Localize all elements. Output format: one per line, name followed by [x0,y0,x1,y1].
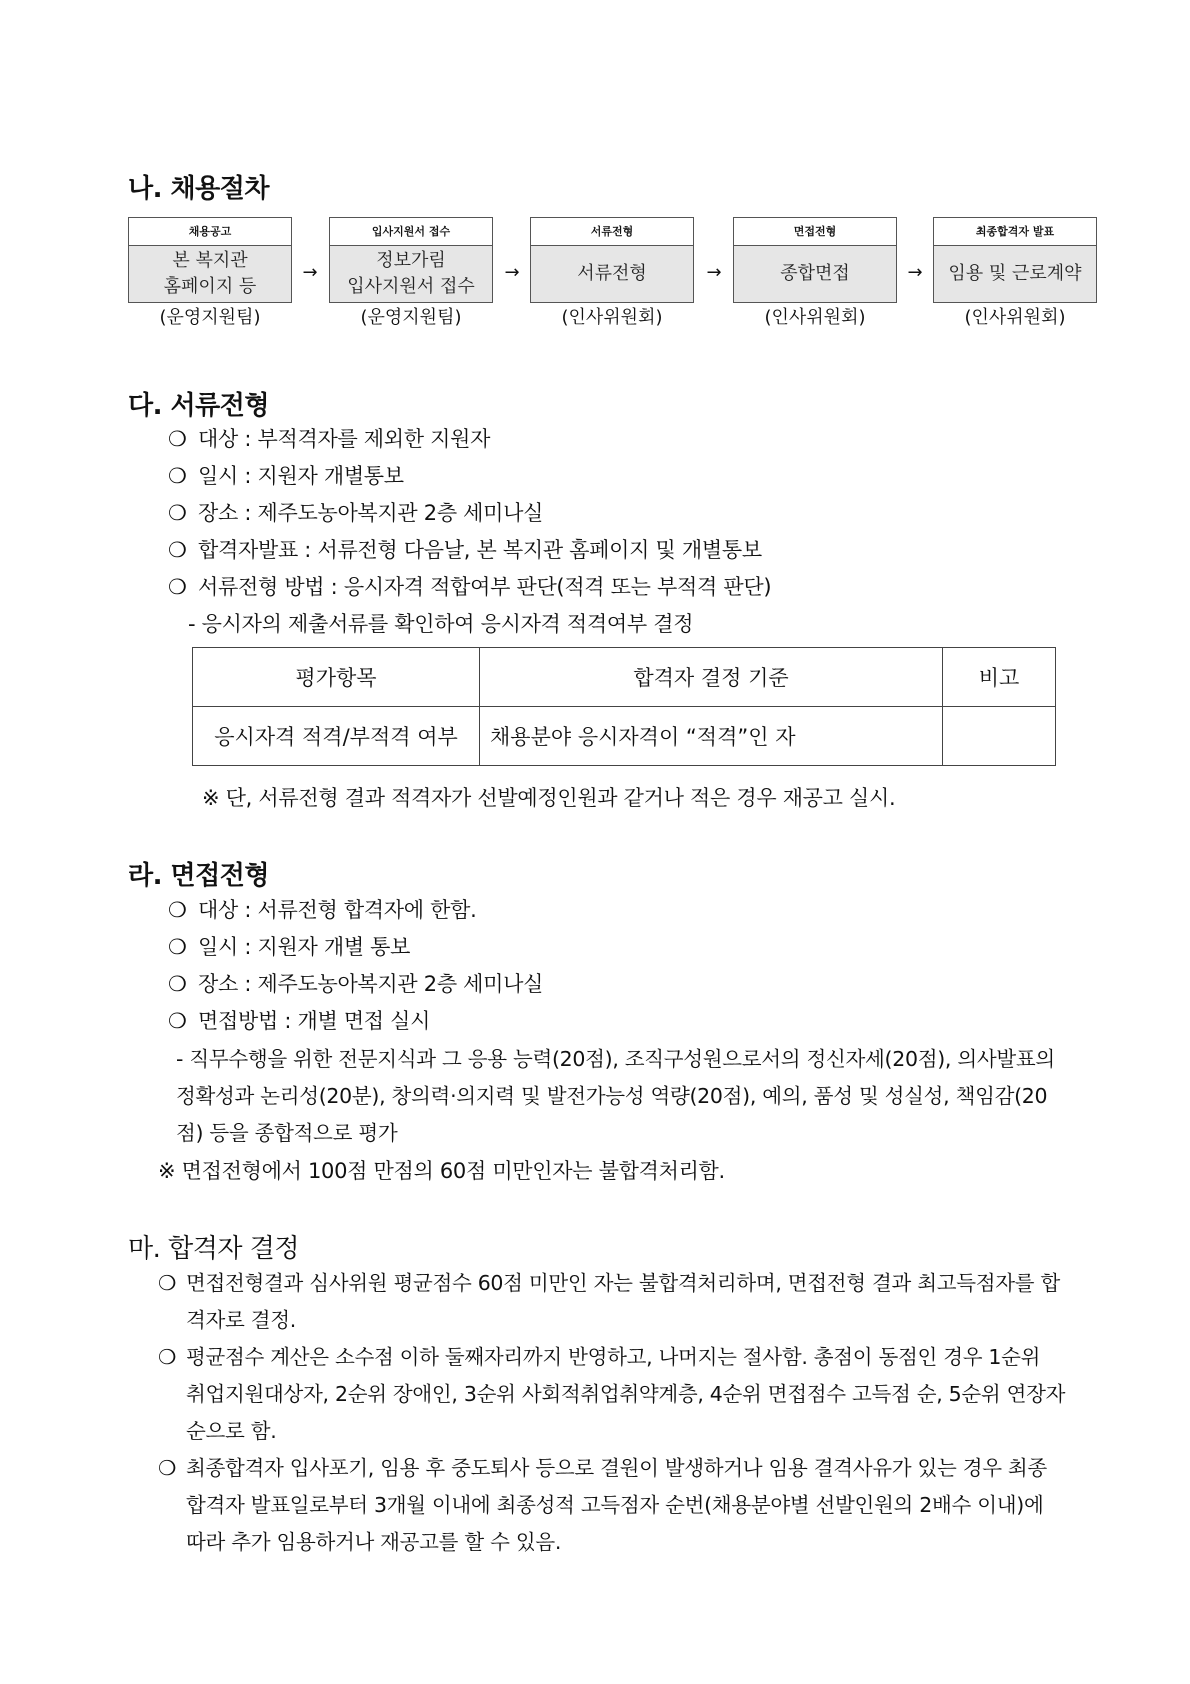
table-header: 평가항목 [193,648,480,707]
list-item [158,1342,1040,1372]
step-description: 종합면접 [780,263,850,284]
step-heading: 면접전형 [734,218,896,246]
circle-bullet-icon: ❍ [158,1456,177,1480]
step-description: 서류전형 [577,263,647,284]
circle-bullet-icon: ❍ [168,538,187,562]
criteria-table [192,647,1056,766]
process-step-5 [933,217,1097,331]
step-description: 홈페이지 등 [163,276,257,297]
step-organization: (인사위원회) [764,307,866,328]
list-item [158,1453,1047,1483]
paragraph-line: 따라 추가 임용하거나 재공고를 할 수 있음. [186,1530,562,1554]
list-item [168,895,476,925]
section-title-document-screening: 다. 서류전형 [128,391,270,421]
table-header-row [193,648,1056,707]
step-heading: 입사지원서 접수 [330,218,492,246]
list-item-text: 일시 : 지원자 개별 통보 [198,935,411,959]
paragraph-line: 합격자 발표일로부터 3개월 이내에 최종성적 고득점자 순번(채용분야별 선발인원의 2배수 이내)에 [186,1493,1044,1517]
table-cell: 응시자격 적격/부적격 여부 [193,707,480,766]
list-item-text: 합격자발표 : 서류전형 다음날, 본 복지관 홈페이지 및 개별통보 [198,538,762,562]
circle-bullet-icon: ❍ [158,1345,177,1369]
circle-bullet-icon: ❍ [158,1271,177,1295]
list-item-text: 면접방법 : 개별 면접 실시 [198,1009,431,1033]
step-description: 본 복지관 [172,250,248,271]
paragraph-line: 격자로 결정. [186,1308,296,1332]
arrow-right-icon: → [907,262,923,283]
list-item-text: 장소 : 제주도농아복지관 2층 세미나실 [198,972,544,996]
table-header: 합격자 결정 기준 [480,648,943,707]
process-step-4 [733,217,897,331]
table-cell [943,707,1056,766]
table-row [193,707,1056,766]
table-header: 비고 [943,648,1056,707]
list-item-text: 서류전형 방법 : 응시자격 적합여부 판단(적격 또는 부적격 판단) [198,575,772,599]
list-item [168,969,543,999]
paragraph-line: 정확성과 논리성(20분), 창의력·의지력 및 발전가능성 역량(20점), 예의, 품성 및 성실성, 책임감(20 [176,1084,1048,1108]
circle-bullet-icon: ❍ [168,935,187,959]
circle-bullet-icon: ❍ [168,464,187,488]
list-item-text: 대상 : 부적격자를 제외한 지원자 [198,427,491,451]
list-item [158,1268,1060,1298]
arrow-right-icon: → [302,262,318,283]
list-item [168,461,404,491]
section-title-decision: 마. 합격자 결정 [128,1234,299,1264]
list-item [168,932,410,962]
step-heading: 최종합격자 발표 [934,218,1096,246]
note-text: ※ 단, 서류전형 결과 적격자가 선발예정인원과 같거나 적은 경우 재공고 실시. [202,786,896,810]
paragraph-line: 순으로 함. [186,1419,277,1443]
list-item-text: 장소 : 제주도농아복지관 2층 세미나실 [198,501,544,525]
step-organization: (인사위원회) [561,307,663,328]
step-description: 정보가림 [376,250,446,271]
circle-bullet-icon: ❍ [168,898,187,922]
step-organization: (인사위원회) [964,307,1066,328]
circle-bullet-icon: ❍ [168,972,187,996]
list-item-text: 대상 : 서류전형 합격자에 한함. [198,898,477,922]
note-text: ※ 면접전형에서 100점 만점의 60점 미만인자는 불합격처리함. [158,1159,725,1183]
arrow-right-icon: → [706,262,722,283]
process-step-3 [530,217,694,331]
list-item-text: 면접전형결과 심사위원 평균점수 60점 미만인 자는 불합격처리하며, 면접전형 결과 최고득점자를 합 [186,1271,1060,1295]
arrow-right-icon: → [504,262,520,283]
paragraph-line: - 직무수행을 위한 전문지식과 그 응용 능력(20점), 조직구성원으로서의 정신자세(20점), 의사발표의 [176,1047,1055,1071]
list-item [168,424,490,454]
step-heading: 채용공고 [129,218,291,246]
list-item [168,1006,430,1036]
section-title-procedure: 나. 채용절차 [128,174,270,204]
circle-bullet-icon: ❍ [168,575,187,599]
paragraph-line: 점) 등을 종합적으로 평가 [176,1121,398,1145]
step-description: 입사지원서 접수 [347,276,475,297]
list-item-text: 평균점수 계산은 소수점 이하 둘째자리까지 반영하고, 나머지는 절사함. 총점이 동점인 경우 1순위 [186,1345,1041,1369]
list-item [168,498,543,528]
step-organization: (운영지원팀) [360,307,462,328]
step-heading: 서류전형 [531,218,693,246]
list-item [168,572,771,602]
process-step-2 [329,217,493,331]
list-item-text: 최종합격자 입사포기, 임용 후 중도퇴사 등으로 결원이 발생하거나 임용 결격사유가 있는 경우 최종 [186,1456,1047,1480]
process-step-1 [128,217,292,331]
step-organization: (운영지원팀) [159,307,261,328]
table-cell: 채용분야 응시자격이 “적격”인 자 [480,707,943,766]
circle-bullet-icon: ❍ [168,427,187,451]
circle-bullet-icon: ❍ [168,501,187,525]
list-item [168,535,762,565]
step-description: 임용 및 근로계약 [948,263,1082,284]
sub-list-item: - 응시자의 제출서류를 확인하여 응시자격 적격여부 결정 [188,612,694,636]
circle-bullet-icon: ❍ [168,1009,187,1033]
section-title-interview: 라. 면접전형 [128,861,270,891]
list-item-text: 일시 : 지원자 개별통보 [198,464,404,488]
paragraph-line: 취업지원대상자, 2순위 장애인, 3순위 사회적취업취약계층, 4순위 면접점수 고득점 순, 5순위 연장자 [186,1382,1066,1406]
